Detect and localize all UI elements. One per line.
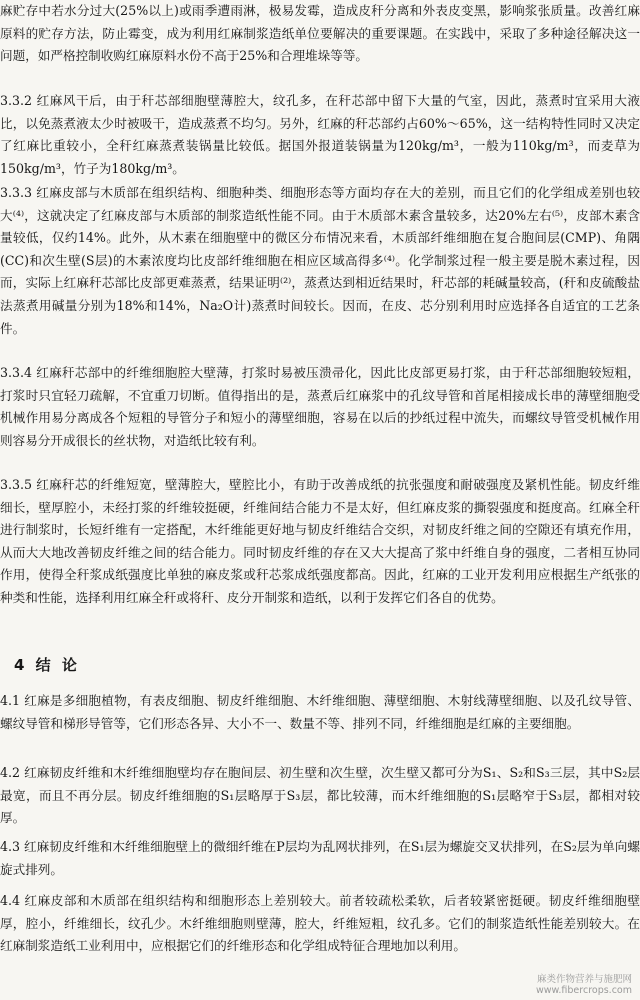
paragraph-3-3-5: 3.3.5 红麻秆芯的纤维短宽，壁薄腔大，壁腔比小，有助于改善成纸的抗张强度和耐破强度及紧机性能。韧皮纤维细长，壁厚腔小，未经打浆的纤维较挺硬，纤维间结合能力不是太好，但红麻皮浆的撕裂强度和挺度高。红麻全秆进行制浆时，长短纤维有一定搭配，木纤维能更好地与韧皮纤维结合交织，对韧皮纤维之间的空隙还有填充作用，从而大大地改善韧皮纤维之间的结合能力。同时韧皮纤维的存在又大大提高了浆中纤维自身的强度，二者相互协同作用，使得全秆浆成纸强度比单独的麻皮浆或秆芯浆成纸强度都高。因此，红麻的工业开发利用应根据生产纸张的种类和性能，选择利用红麻全秆或将秆、皮分开制浆和造纸，以利于发挥它们各自的优势。 [0, 477, 640, 605]
paragraph-3-3-4: 3.3.4 红麻秆芯部中的纤维细胞腔大壁薄，打浆时易被压溃帚化，因此比皮部更易打浆，由于秆芯部细胞较短粗，打浆时只宜轻刀疏解，不宜重刀切断。值得指出的是，蒸煮后红麻浆中的孔纹导管和首尾相接成长串的薄壁细胞受机械作用易分离成各个短粗的导管分子和短小的薄壁细胞，容易在以后的抄纸过程中流失，而螺纹导管受机械作用则容易分开成很长的丝状物，对造纸比较有利。 [0, 365, 640, 448]
section-heading-conclusion: 4 结 论 [14, 656, 80, 674]
paragraph-4-2: 4.2 红麻韧皮纤维和木纤维细胞壁均存在胞间层、初生壁和次生壁，次生壁又都可分为S₁、S₂和S₃三层，其中S₂层最宽，而且不再分层。韧皮纤维细胞的S₁层略厚于S₃层，都比较薄，而木纤维细胞的S₁层略窄于S₃层，都相对较厚。 [0, 765, 640, 826]
site-watermark [536, 974, 632, 996]
paragraph-4-1: 4.1 红麻是多细胞植物，有表皮细胞、韧皮纤维细胞、木纤维细胞、薄壁细胞、木射线薄壁细胞、以及孔纹导管、螺纹导管和梯形导管等，它们形态各异、大小不一、数量不等、排列不同，纤维细胞是红麻的主要细胞。 [0, 693, 640, 731]
watermark-title: 麻类作物营养与施肥网 [536, 974, 632, 985]
paragraph-4-3: 4.3 红麻韧皮纤维和木纤维细胞壁上的微细纤维在P层均为乱网状排列，在S₁层为螺旋交叉状排列，在S₂层为单向螺旋式排列。 [0, 839, 640, 877]
paragraph-intro: 麻贮存中若水分过大(25%以上)或雨季遭雨淋，极易发霉，造成皮秆分离和外表皮变黑，影响浆张质量。改善红麻原料的贮存方法，防止霉变，成为利用红麻制浆造纸单位要解决的重要课题。在实践中，采取了多种途径解决这一问题，如严格控制收购红麻原料水份不高于25%和合理堆垛等等。 [0, 3, 640, 64]
paragraph-4-4: 4.4 红麻皮部和木质部在组织结构和细胞形态上差别较大。前者较疏松柔软，后者较紧密挺硬。韧皮纤维细胞壁厚，腔小，纤维细长，纹孔少。木纤维细胞则壁薄，腔大，纤维短粗，纹孔多。它们的制浆造纸性能差别较大。在红麻制浆造纸工业利用中，应根据它们的纤维形态和化学组成特征合理地加以利用。 [0, 893, 640, 954]
paragraph-3-3-2: 3.3.2 红麻风干后，由于秆芯部细胞壁薄腔大，纹孔多，在秆芯部中留下大量的气室，因此，蒸煮时宜采用大液比，以免蒸煮液太少时被吸干，造成蒸煮不均匀。另外，红麻的秆芯部约占60%～65%，这一结构特性同时又决定了红麻比重较小，全秆红麻蒸煮装锅量比较低。据国外报道装锅量为120kg/m³，一般为110kg/m³，而麦草为150kg/m³，竹子为180kg/m³。 [0, 93, 640, 176]
paragraph-3-3-3: 3.3.3 红麻皮部与木质部在组织结构、细胞种类、细胞形态等方面均存在大的差别，而且它们的化学组成差别也较大⁽⁴⁾，这就决定了红麻皮部与木质部的制浆造纸性能不同。由于木质部木素含量较多，达20%左右⁽⁵⁾，皮部木素含量较低，仅约14%。此外，从木素在细胞壁中的微区分布情况来看，木质部纤维细胞在复合胞间层(CMP)、角隅(CC)和次生壁(S层)的木素浓度均比皮部纤维细胞在相应区域高得多⁽⁴⁾。化学制浆过程一般主要是脱木素过程，因而，实际上红麻秆芯部比皮部更难蒸煮，结果证明⁽²⁾，蒸煮达到相近结果时，秆芯部的耗碱量较高，(秆和皮硫酸盐法蒸煮用碱量分别为18%和14%，Na₂O计)蒸煮时间较长。因而，在皮、芯分别利用时应选择各自适宜的工艺条件。 [0, 185, 640, 336]
watermark-url: www.fibercrops.com [535, 985, 632, 996]
